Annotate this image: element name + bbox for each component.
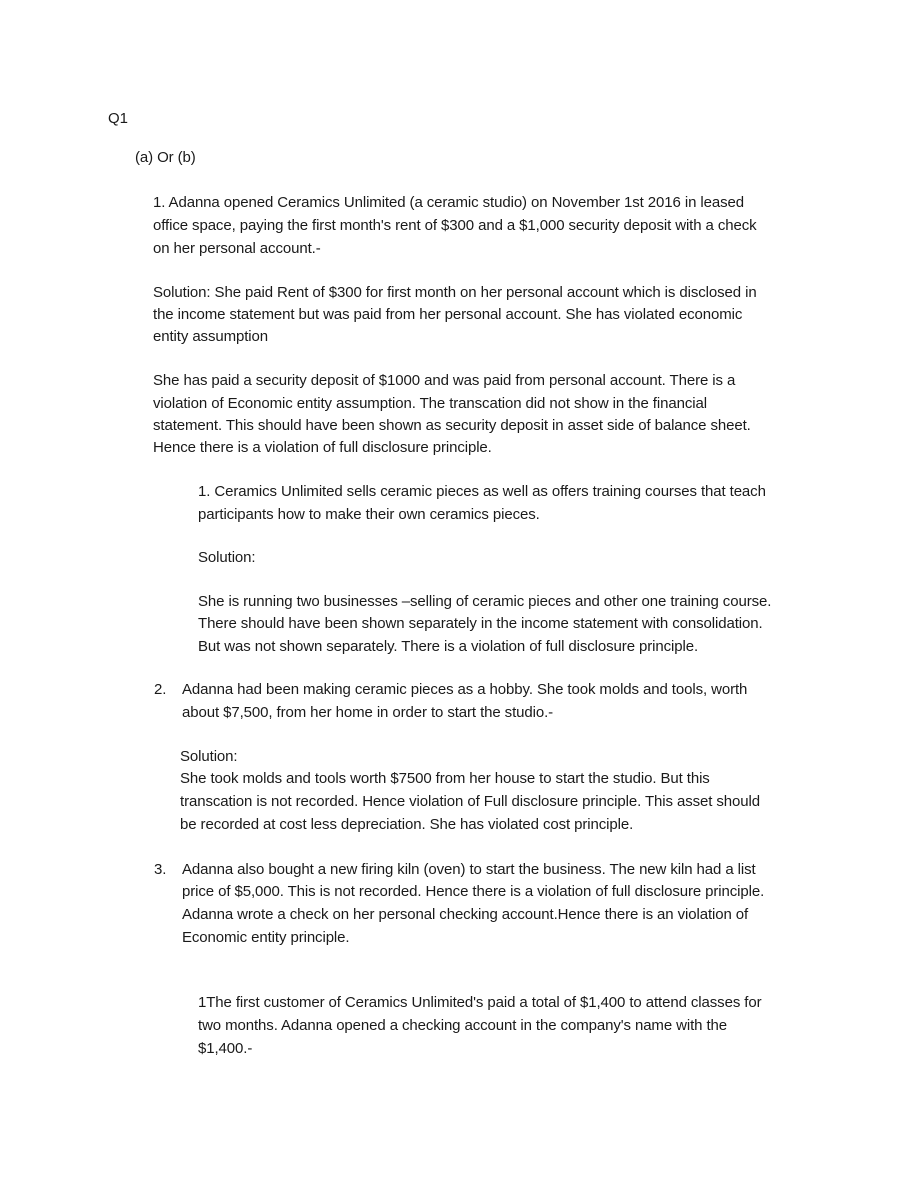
- item-courses-line: 1. Ceramics Unlimited sells ceramic pieces as well as offers training courses that teach: [198, 483, 766, 500]
- item-2-line: about $7,500, from her home in order to start the studio.-: [182, 704, 554, 721]
- item-customer-line: $1,400.-: [198, 1040, 253, 1057]
- item-1-line: office space, paying the first month's rent of $300 and a $1,000 security deposit with a check: [153, 217, 757, 234]
- question-subheading: (a) Or (b): [135, 149, 196, 166]
- solution-line: Hence there is a violation of full disclosure principle.: [153, 439, 492, 456]
- solution-line: She is running two businesses –selling of ceramic pieces and other one training course.: [198, 593, 772, 610]
- item-3-line: price of $5,000. This is not recorded. Hence there is a violation of full disclosure principle.: [182, 883, 765, 900]
- solution-line: be recorded at cost less depreciation. She has violated cost principle.: [180, 816, 634, 833]
- item-2-line: Adanna had been making ceramic pieces as a hobby. She took molds and tools, worth: [182, 681, 748, 698]
- item-3-number: 3.: [154, 861, 167, 878]
- solution-line: the income statement but was paid from her personal account. She has violated economic: [153, 306, 743, 323]
- question-heading: Q1: [108, 110, 128, 127]
- item-1-line: 1. Adanna opened Ceramics Unlimited (a ceramic studio) on November 1st 2016 in leased: [153, 194, 744, 211]
- solution-line: entity assumption: [153, 328, 269, 345]
- solution-line: She took molds and tools worth $7500 from her house to start the studio. But this: [180, 770, 710, 787]
- item-2-number: 2.: [154, 681, 167, 698]
- item-customer-line: 1The first customer of Ceramics Unlimited's paid a total of $1,400 to attend classes for: [198, 994, 762, 1011]
- item-3-line: Economic entity principle.: [182, 929, 350, 946]
- solution-line: violation of Economic entity assumption. The transcation did not show in the financial: [153, 395, 707, 412]
- item-customer-line: two months. Adanna opened a checking account in the company's name with the: [198, 1017, 728, 1034]
- item-1-line: on her personal account.-: [153, 240, 321, 257]
- solution-line: There should have been shown separately in the income statement with consolidation.: [198, 615, 763, 632]
- item-courses-line: participants how to make their own ceramics pieces.: [198, 506, 540, 523]
- solution-line: But was not shown separately. There is a violation of full disclosure principle.: [198, 638, 699, 655]
- solution-line: Solution: She paid Rent of $300 for first month on her personal account which is disclosed in: [153, 284, 757, 301]
- solution-label: Solution:: [198, 549, 256, 566]
- item-3-line: Adanna wrote a check on her personal checking account.Hence there is an violation of: [182, 906, 749, 923]
- solution-line: She has paid a security deposit of $1000 and was paid from personal account. There is a: [153, 372, 736, 389]
- item-3-line: Adanna also bought a new firing kiln (oven) to start the business. The new kiln had a list: [182, 861, 756, 878]
- solution-label: Solution:: [180, 748, 238, 765]
- solution-line: transcation is not recorded. Hence violation of Full disclosure principle. This asset should: [180, 793, 760, 810]
- solution-line: statement. This should have been shown as security deposit in asset side of balance sheet.: [153, 417, 751, 434]
